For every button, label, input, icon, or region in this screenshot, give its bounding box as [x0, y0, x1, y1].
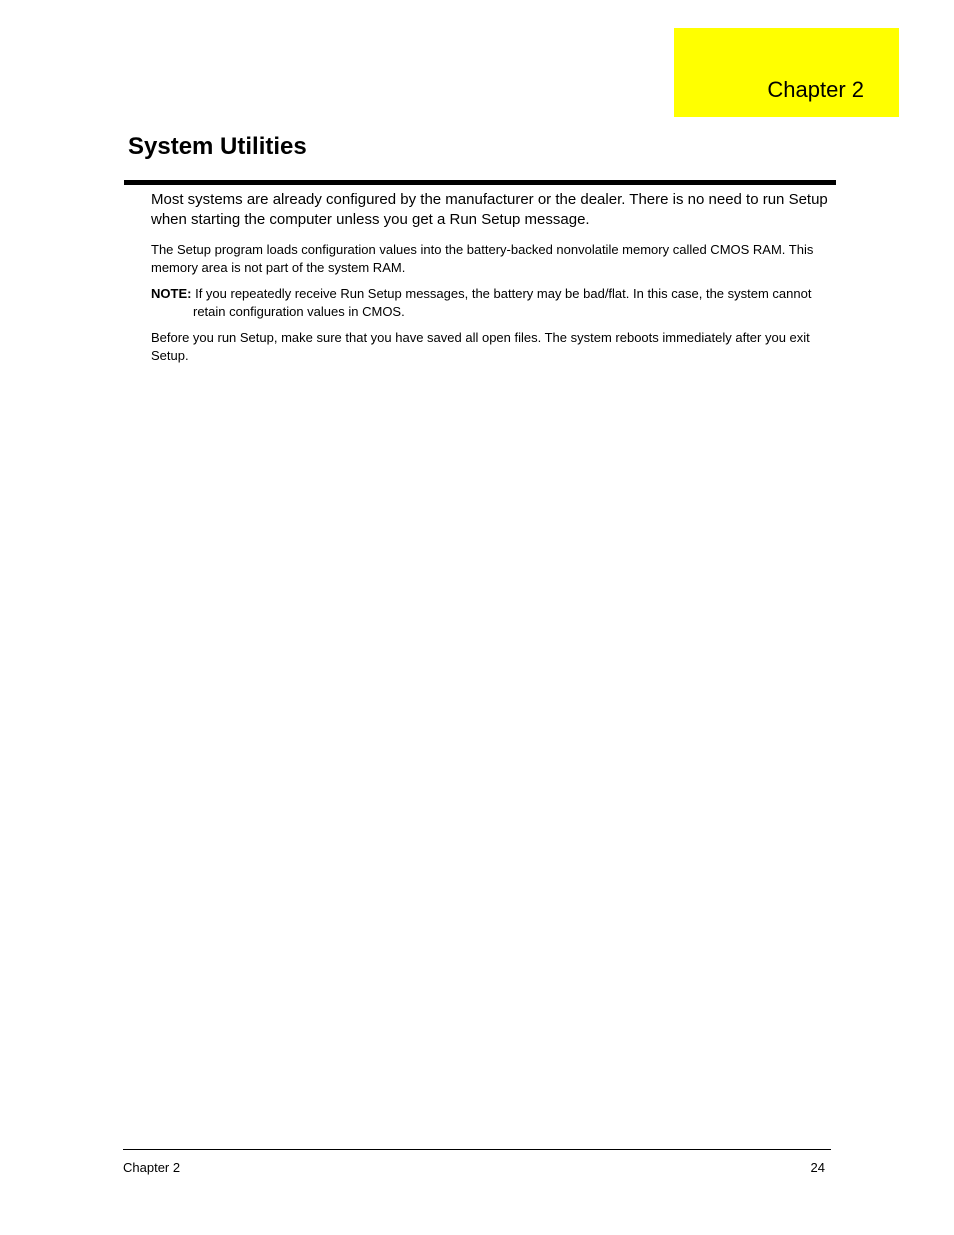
intro-paragraph: Most systems are already configured by the manufacturer or the dealer. There is no need to run Setup when starting the computer unless you get a Run Setup message. [151, 191, 828, 228]
title-divider [124, 180, 836, 185]
setup-info-paragraph: The Setup program loads configuration values into the battery-backed nonvolatile memory called CMOS RAM. This memory area is not part of the system RAM. [151, 242, 814, 275]
footer-divider [123, 1149, 831, 1150]
page-title: System Utilities [128, 133, 307, 160]
note-paragraph [151, 285, 836, 320]
footer-page-number: 24 [810, 1160, 825, 1175]
before-setup-paragraph: Before you run Setup, make sure that you have saved all open files. The system reboots immediately after you exit Setup. [151, 330, 810, 363]
footer-chapter: Chapter 2 [123, 1160, 181, 1175]
chapter-tab-label: Chapter 2 [767, 77, 864, 102]
chapter-tab [674, 28, 899, 117]
main-content [151, 190, 836, 373]
note-label: NOTE: [151, 286, 192, 301]
note-text: If you repeatedly receive Run Setup messages, the battery may be bad/flat. In this case, the system cannot retain configuration values in CMOS. [193, 286, 812, 319]
